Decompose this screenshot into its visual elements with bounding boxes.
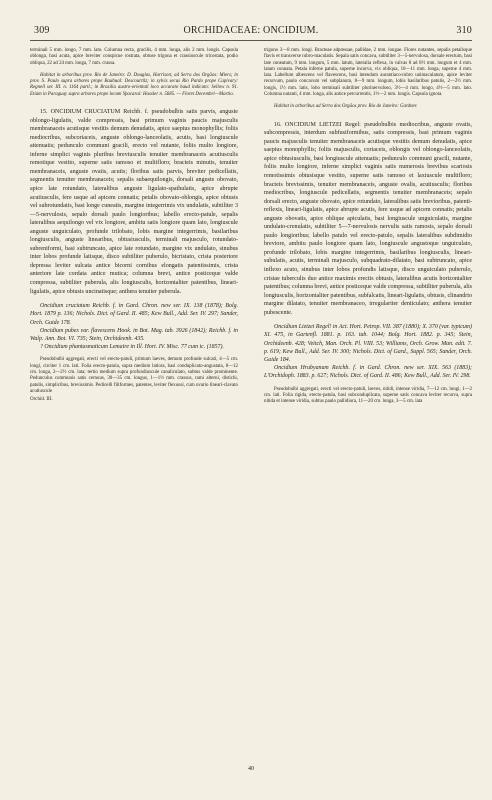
species-description: pseudobulbis satis parvis, anguste oblongo-ligulatis, valde compressis, basi primum vaginis paucis majusculis membranaceis acutisque vestitis demum denudatis, apice saepius monophyllis; foliis mediocribus, subcoriaceis, anguste oblongo-lanceolatis, acutis, basi longiuscule attenuatis; pedunculo communi gracili, erecto vel nutante, foliis multo longiore, inferne simplici vaginis pluribus breviusculis tenuiter membranaceis acutiusculis remotique vestito, superne satis ramoso et multifloro; bracteis minutis, tenuiter membranaceis, anguste ovatis, acutis; floribus satis parvis, breviter pedicellatis, segmentis tenuiter membranaceis; sepalis subaequilongis, dorsali anguste obovato, apice late rotundato, lateralibus anguste ligulato-spathulatis, apice abrupte acutiusculis, fere usque ad apicem connatis; petalis obovato-oblongis, apice obtusis vel subrotundatis, basi longe cuneatis, margine integerrimis vix undulatis, subtiliter 3—5-nervulosis, sepalo dorsali paulo longioribus; labello erecto-patule, sepalis lateralibus aequilongo vel vix longiore, ambitu satis longiore quam lato, longiuscule anguste unguiculato, profunde trilobato, lobis margine integerrimis, basilaribus longiusculis, anguste linearibus, obtusiusculis, terminali majusculo, rotundato-subreniformi, basi subtruncato, apice late rotundato, margine vix undulato, sinubus inter lobos profunde latisque, disco subtiliter puberulo, bicristato, crista posteriore depressa leviter sulcata antice bicorni cornibus elongatis patentissimis, crista anteriore late cordata antice mutica; columna brevi, antice posticeque valde compressa, subtiliter puberula, alis longiusculis, horizontaliter patentibus, lineari-ligulatis, apice obtusis uncinatisque; anthera tenuiter puberula. [30,109,238,295]
citation: Oncidium cruciatum Reichb. f. in Gard. Chron. new ser. IX. 138 (1878); Bolg. Hort. 1879 p. 136; Nichols. Dict. of Gard. II. 485; Kew Bull., Add. Ser. IV. 297; Sander, Orch. Guide 178. [30,303,238,326]
species-heading: 15. ONCIDIUM CRUCIATUM Reichb. f. [40,109,149,116]
habitat-paragraph: Habitat in arboribus prov. Rio de Janeiro: D. Douglas, Harrison; ad Serra dos Orgãos: Miers; in prov. S. Paulo supra arbores prope Bauhual: Descourtilz; in sylvis secus Rio Pardo prope Capivary: Regnell ser. III. n. 1164 partl.; in Brasilia austro-orientali loco accurato haud indicato: Sellow n. 91. Etiam in Paraguay supra arbores prope locum Ypacaraí: Hassler n. 5685. — Floret Decembri—Martio. [30,72,238,97]
citation: ? Oncidium phantasmaticum Lemaire in Ill. Hort. IV. Misc. 77 cum ic. (1857). [40,344,224,351]
species-heading: 16. ONCIDIUM LIETZEI Regel: [274,121,361,128]
habitat-paragraph: Habitat in arboribus ad Serra dos Orgãos prov. Rio de Janeiro: Gardner. [274,104,418,110]
page-number-right: 310 [456,25,472,36]
page-header [30,22,472,38]
signature-footer: Orchid. III. [30,397,53,403]
page-number-left: 309 [34,25,50,36]
document-page [30,22,472,780]
continued-description: trigono 3—8 mm. longi. Bracteae adpressae, pallidae, 2 mm. longae. Flores nutantes, sepalis petalisque flavis et transverse rubro-maculatis. Sepala satis concava, subtiliter 3—5-nervulosa, dorsale erectum, basi late cuneatum, 9 mm. longum, 5 mm. latum, lateralia reflexa, in valvas 8 ad 8½ mm. longum et 4 mm. latam connata. Petala inferne patula, superne incurva, vix obliqua, 10—11 mm. longa, superne 4 mm. lata. Labellum albescens vel flavescens, basi intendum aurantiaco-rubro unimaculatum, apice leviter recurvum, paulo concavum vel subplanum, 8—9 mm. longum, lobis basilaribus patulis, 2—2½ mm. longis, 1½ mm. latis, lobo terminali subtiliter plurinervuloso, 3½—4 mm. longo, 4½—5 mm. lato. Columna nutanti, 4 mm. longa, alis antice percurrentis, 1½—2 mm. longis. Capsula ignota. [264,48,472,98]
citation: Oncidium Lietzei Regel! in Act. Hort. Petrop. VII. 387 (1880); X. 370 (var. typicum) XI. 475, in Gartenfl. 1881. p. 163. tab. 1044; Bolg. Hort. 1882. p. 345; Stein, Orchideenb. 428; Veitch, Man. Orch. Pl. VIII. 53; Williams, Orch. Grow. Man. edit. 7. p. 619; Kew Bull., Add. Ser. IV. 300; Nichols. Dict. of Gard., Suppl. 565; Sander, Orch. Guide 184. [264,324,472,364]
running-title: ORCHIDACEAE: ONCIDIUM. [183,25,319,36]
species-description: pseudobulbis mediocribus, anguste ovatis, subcompressis, interdum subfusiformibus, satis compressis, basi primum vaginis paucis majusculis tenuiter membranaceis acutisque vestitis demum denudatis, apice saepius monophyllis; foliis majusculis, coriaceis, oblongis vel oblongo-lanceolatis, apice obtusiusculis, basi longiuscule attenuatis; pedunculo communi gracili, nutante, foliis multo longiore, inferne simplici vaginis satis numerosis brevibus scariosis remotissimis obtusisque vestito, superne satis ramoso et laxiuscule multifloro; bracteis brevissimis, tenuiter membranaceis, anguste ovalis, acutiusculis; floribus mediocribus, longiuscule pedicellatis, segmentis tenuiter membranaceis; sepalo dorsali erecto, anguste obovato, apice rotundato, lateralibus satis brevioribus, patenti-reflexis, lineari-ligulatis, apice abrupte acutis, fere usque ad apicem connatis; petalis anguste obovatis, apice oblique apiculatis, basi longiuscule unguiculatis, margine undulato-crenulatis, subtiliter 5—7-nervulosis nervulis satis ramosis, sepalo dorsali paulo longioribus; labello patulo vel erecto-patulo, sepalis lateralibus subdimidio breviore, ambitu paulo longiore quam lato, longiuscule angustoque unguiculato, profunde trilobato, lobis margine integerrimis, basilaribus longiusculis, lineari-subulatis, acutis, terminali majusculo, subquadrato-dilatato, basi subtruncato, apice inflexo acuto, sinubus inter lobos profundis latisque, disco unguiculato puberulo, cristae tuberculis duo antice maximis erectis obtusis, lateralibus acutis horizontaliter patentibus; columna brevi, antice posticeque valde compressa, subtiliter puberula, alis longiusculis, horizontaliter patentibus, subfalcatis, lineari-ligulatis, obtusis, clinandrio margine dilatato, tenuiter membranaceo, irregulariter denticulato; anthera tenuiter pubescente. [264,121,473,316]
left-column [30,48,238,403]
header-rule [30,40,472,41]
species-entry [264,121,472,318]
sheet-number: 40 [248,766,254,772]
detailed-description: Pseudobulbi aggregati, erecti vel erecto-patuli, laeves, nitidi, intense viridia, 7—12 cm. longi, 1—2 cm. lati. Folia rigida, erecto-patula, basi subconduplicata, superne satis concava leviter recurva, supra nitida et intense viridia, subtus paulo pallidiora, 11—20 cm. longa, 3—5 cm. lata [264,386,472,405]
citation: Oncidium Hrubyanum Reichb. f. in Gard. Chron. new ser. XIX. 563 (1883); L'Orchidoph. 1883. p. 627; Nichols. Dict. of Gard. II. 486; Kew Bull., Add. Ser. IV. 298. [264,365,472,380]
right-column [264,48,472,406]
species-entry [30,108,238,296]
citation: Oncidium pubes var. flavescens Hook. in Bot. Mag. tab. 3926 (1842); Reichb. f. in Walp. Ann. Bot. VI. 735; Stein, Orchideenb. 435. [30,327,238,342]
detailed-description: Pseudobulbi aggregati, erecti vel erecto-patuli, primum laeves, demum profunde sulcati, 4—5 cm. longi, circiter 1 cm. lati. Folia erecto-patula, supra medium latiora, basi conduplicato-angustata, 8—12 cm. longa, 2—2½ cm. lata; tertio medium supra profundiuscule canaliculato, subtus valde prominente. Pedunculus communis satis cernuus, 30—35 cm. longus, 1—1½ mm. crassus, rami alterni, distichi, patulis, simplicibus, brevissimis. Pedicelli filiformes, patentes, leviter flexuosi, cum ovario lineari-clavato acutiuscule [30,357,238,394]
continued-description: terminali 5 mm. longo, 7 mm. lato. Columna recta, gracilis, 4 mm. longa, alis 2 mm. longis. Capsula oblonga, basi acuta, apice breviter conspicue rostrata, obtuse trigona et crassiuscule tricostata, podio obliqua, 22 ad 24 mm. longa, 7 mm. crassa. [30,48,238,66]
